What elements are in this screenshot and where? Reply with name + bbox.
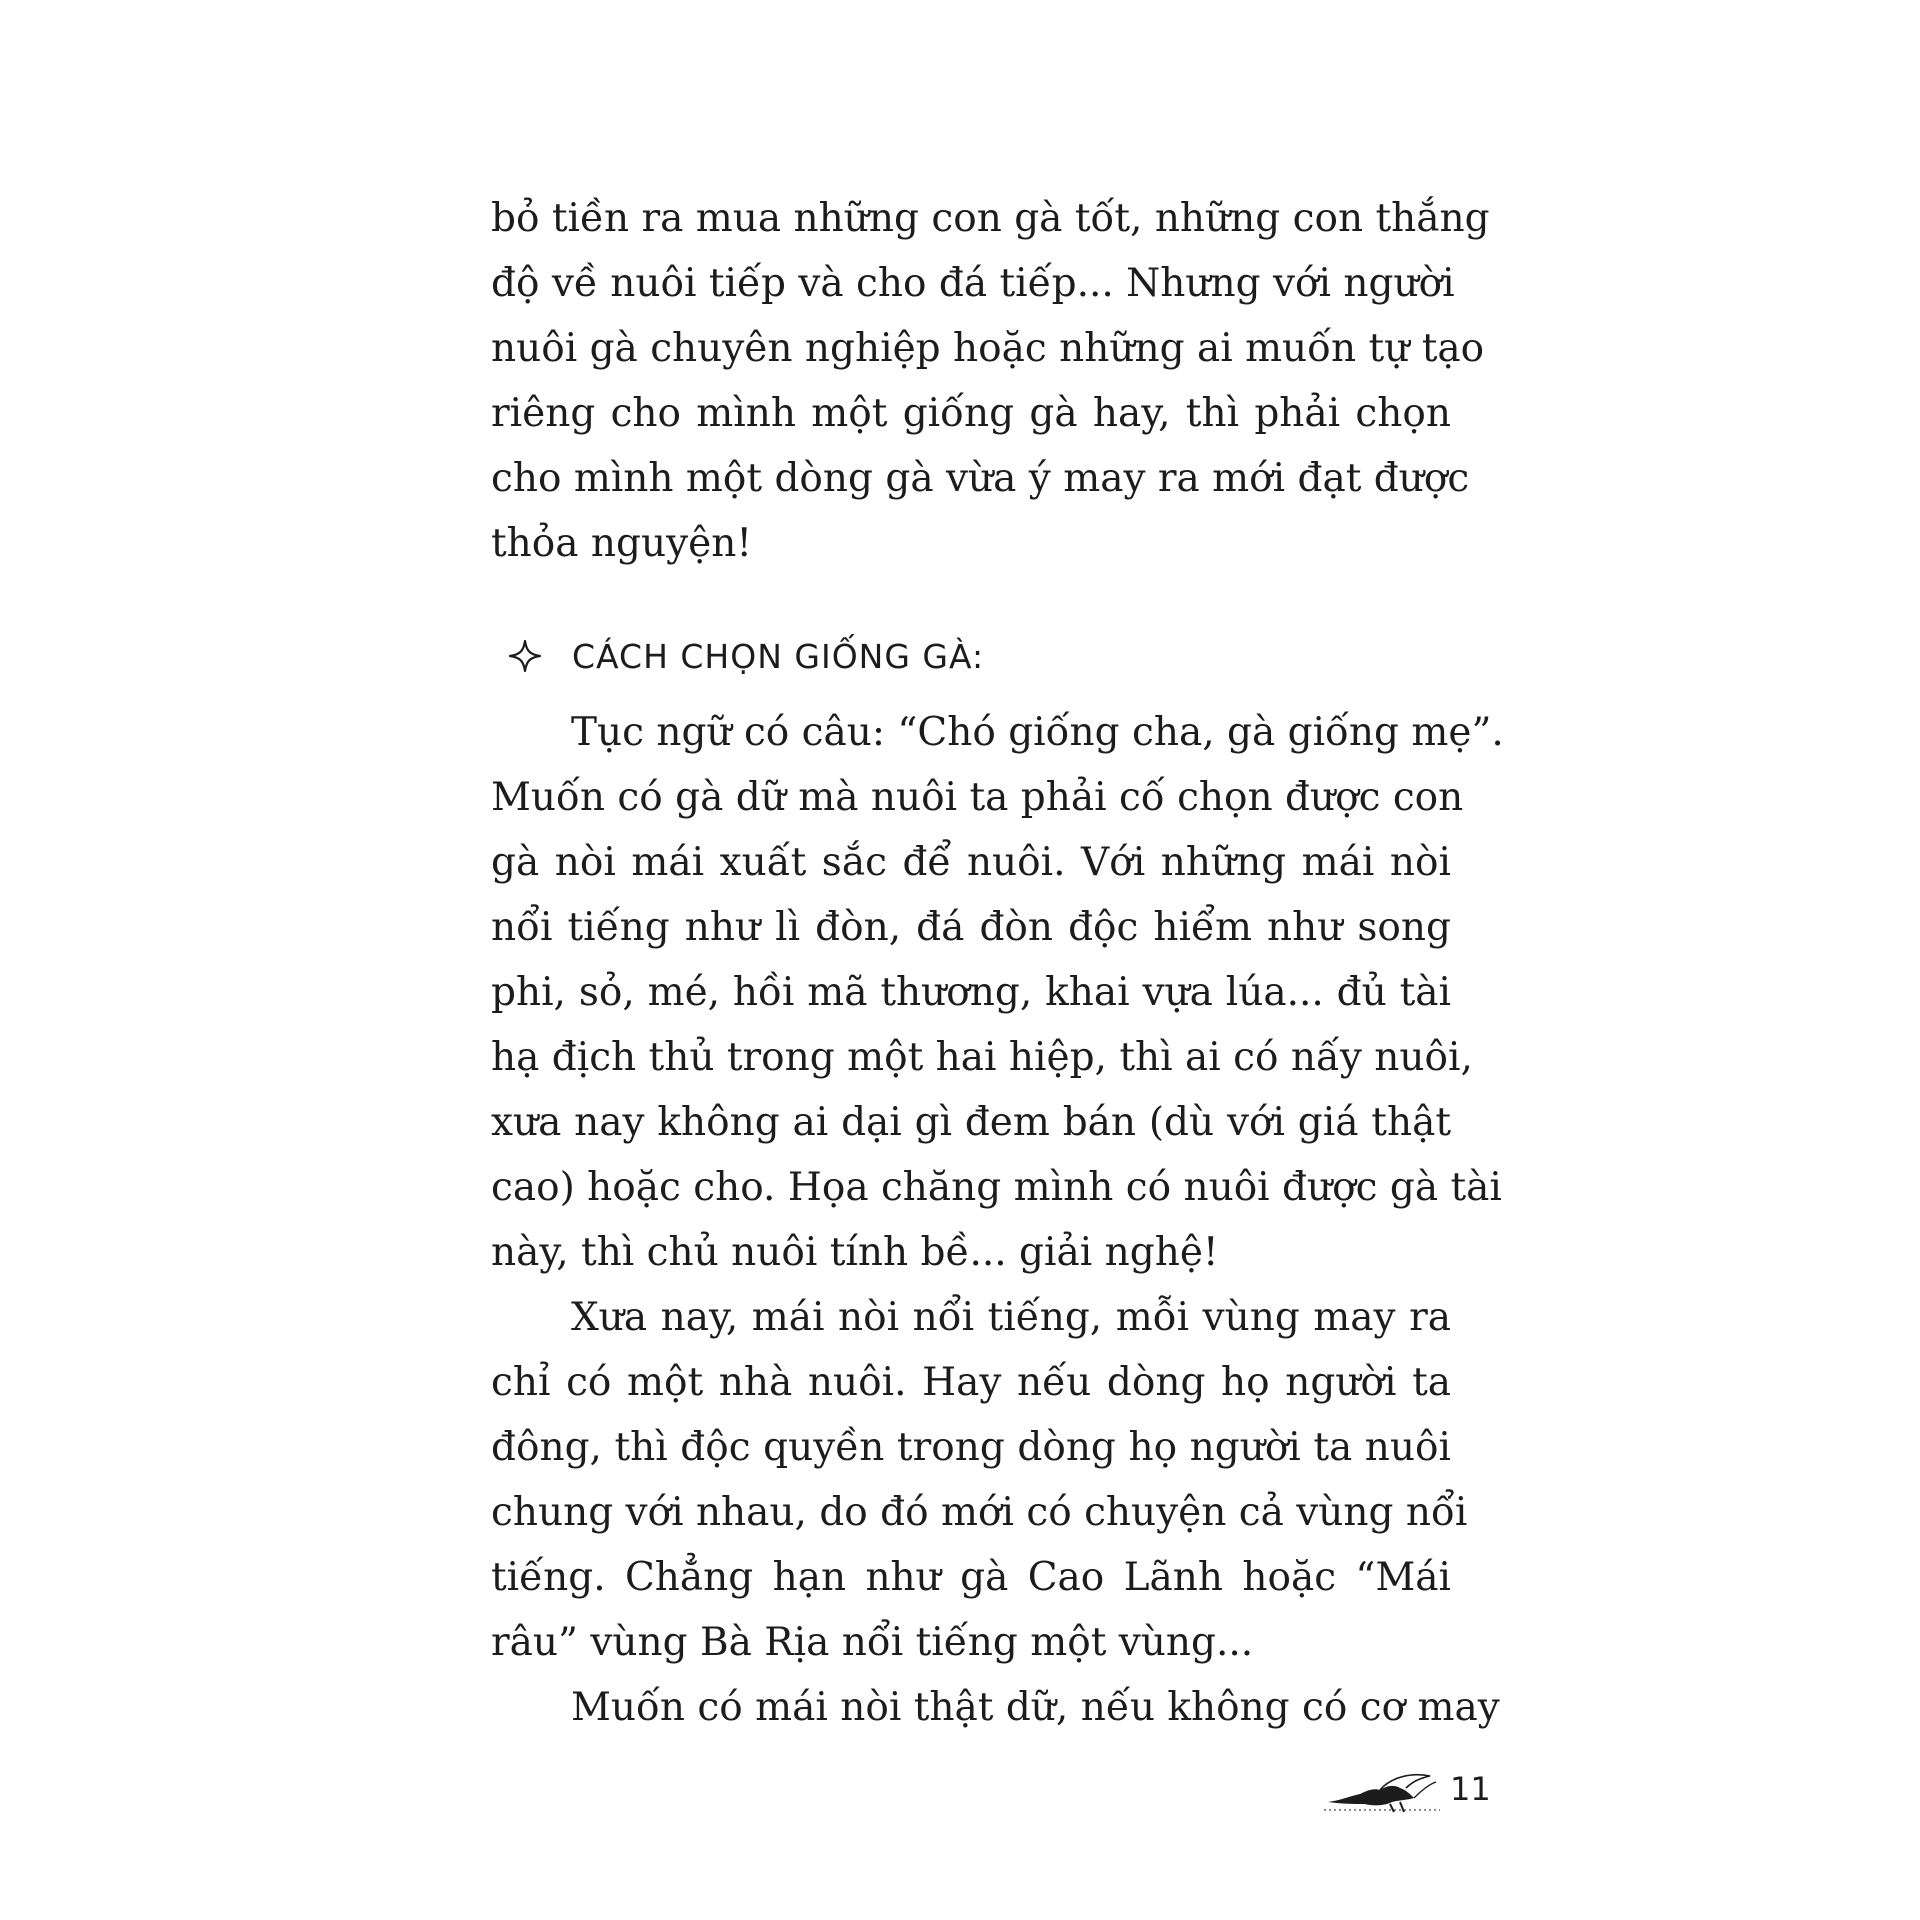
paragraph-continued xyxy=(491,186,1490,576)
text-line: chỉ có một nhà nuôi. Hay nếu dòng họ người ta xyxy=(491,1360,1451,1405)
text-line: hạ địch thủ trong một hai hiệp, thì ai có nấy nuôi, xyxy=(491,1035,1473,1080)
text-line: chung với nhau, do đó mới có chuyện cả vùng nổi xyxy=(491,1490,1468,1535)
text-line: xưa nay không ai dại gì đem bán (dù với giá thật xyxy=(491,1100,1451,1145)
page-number: 11 xyxy=(1450,1770,1491,1808)
text-line: nổi tiếng như lì đòn, đá đòn độc hiểm như song xyxy=(491,905,1451,950)
page-footer xyxy=(1320,1760,1500,1820)
text-line: độ về nuôi tiếp và cho đá tiếp... Nhưng với người xyxy=(491,261,1455,306)
text-line: tiếng. Chẳng hạn như gà Cao Lãnh hoặc “Mái xyxy=(491,1555,1451,1600)
text-line: đông, thì độc quyền trong dòng họ người ta nuôi xyxy=(491,1425,1451,1470)
text-line: phi, sỏ, mé, hồi mã thương, khai vựa lúa... đủ tài xyxy=(491,970,1451,1015)
section-heading-text: CÁCH CHỌN GIỐNG GÀ: xyxy=(572,636,985,676)
text-line: cho mình một dòng gà vừa ý may ra mới đạt được xyxy=(491,456,1470,501)
text-line: gà nòi mái xuất sắc để nuôi. Với những mái nòi xyxy=(491,840,1451,885)
text-line: cao) hoặc cho. Họa chăng mình có nuôi được gà tài xyxy=(491,1165,1502,1210)
text-line: này, thì chủ nuôi tính bề... giải nghệ! xyxy=(491,1230,1219,1275)
section-body xyxy=(491,700,1504,1740)
text-line: bỏ tiền ra mua những con gà tốt, những con thắng xyxy=(491,196,1490,241)
text-line: râu” vùng Bà Rịa nổi tiếng một vùng... xyxy=(491,1620,1254,1665)
text-line: thỏa nguyện! xyxy=(491,521,753,566)
section-heading xyxy=(508,626,984,686)
text-line: Tục ngữ có câu: “Chó giống cha, gà giống mẹ”. xyxy=(571,710,1504,755)
text-line: nuôi gà chuyên nghiệp hoặc những ai muốn tự tạo xyxy=(491,326,1485,371)
text-line: Muốn có mái nòi thật dữ, nếu không có cơ may xyxy=(571,1685,1500,1730)
text-line: riêng cho mình một giống gà hay, thì phải chọn xyxy=(491,391,1451,436)
text-line: Xưa nay, mái nòi nổi tiếng, mỗi vùng may ra xyxy=(571,1295,1451,1340)
fighting-rooster-ornament-icon xyxy=(1320,1760,1442,1820)
four-point-star-icon xyxy=(508,639,542,673)
text-line: Muốn có gà dữ mà nuôi ta phải cố chọn được con xyxy=(491,775,1464,820)
